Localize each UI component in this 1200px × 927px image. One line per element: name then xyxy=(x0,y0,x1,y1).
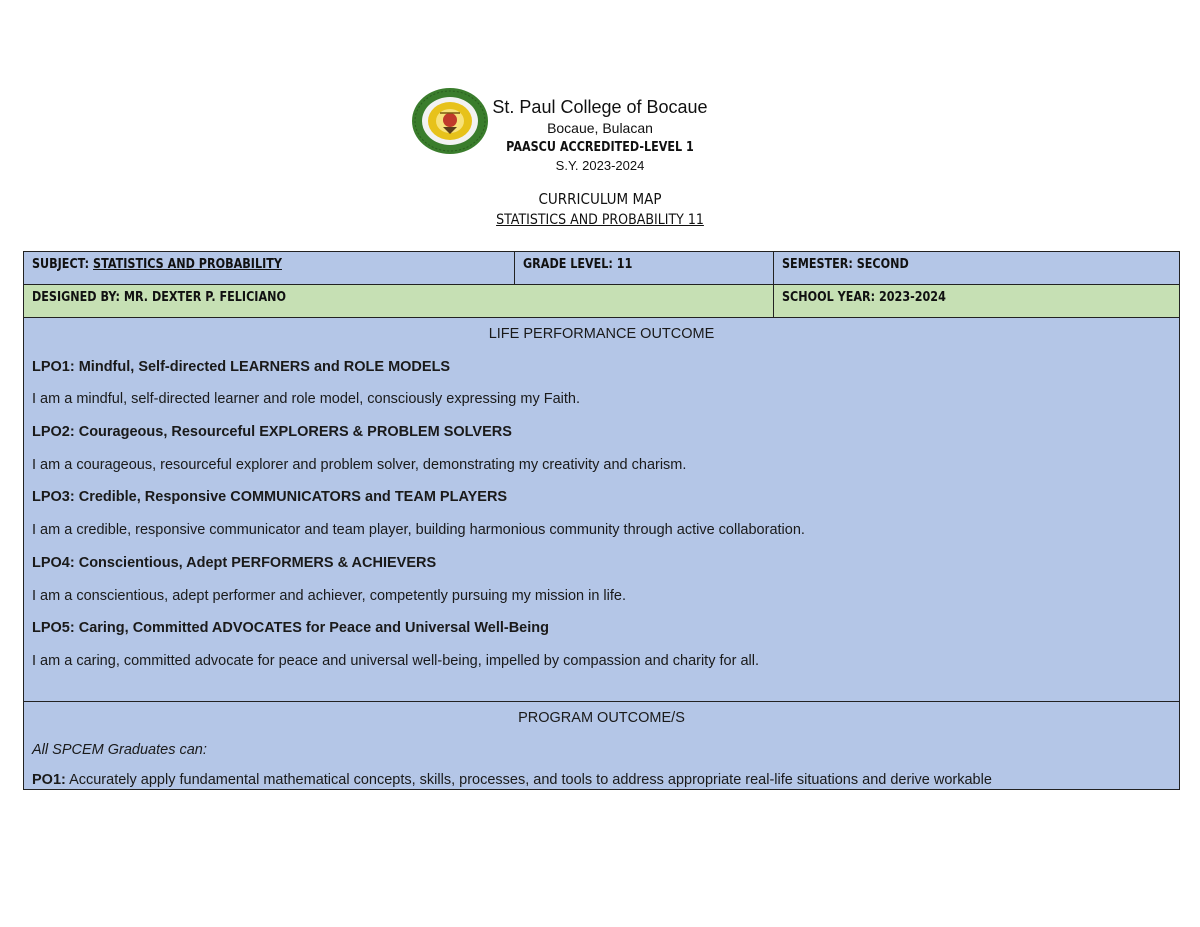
lpo5-text: I am a caring, committed advocate for peace and universal well-being, impelled by compassion and charity for all. xyxy=(32,652,759,669)
document-title: CURRICULUM MAP xyxy=(538,190,662,208)
designed-by-label: DESIGNED BY: MR. DEXTER P. FELICIANO xyxy=(32,290,286,305)
lpo2-text: I am a courageous, resourceful explorer and problem solver, demonstrating my creativity and charism. xyxy=(32,456,687,473)
lpo4-title: LPO4: Conscientious, Adept PERFORMERS & ACHIEVERS xyxy=(32,554,437,571)
grade-level-cell xyxy=(515,252,774,285)
semester-cell xyxy=(774,252,1180,285)
subject-value: STATISTICS AND PROBABILITY xyxy=(93,257,282,272)
lpo1-text: I am a mindful, self-directed learner and role model, consciously expressing my Faith. xyxy=(32,391,581,408)
subject-cell xyxy=(24,252,515,285)
po1-label: PO1: xyxy=(32,771,66,788)
lpo-spacer xyxy=(24,678,1179,701)
lpo1-title: LPO1: Mindful, Self-directed LEARNERS and ROLE MODELS xyxy=(32,358,451,375)
lpo5-title: LPO5: Caring, Committed ADVOCATES for Peace and Universal Well-Being xyxy=(32,620,549,637)
lpo-row xyxy=(24,318,1180,702)
designed-by-cell xyxy=(24,285,774,318)
grade-level-label: GRADE LEVEL: 11 xyxy=(523,257,633,272)
accreditation-line: PAASCU ACCREDITED-LEVEL 1 xyxy=(506,140,694,155)
subject-row xyxy=(24,252,1180,285)
lpo3-text: I am a credible, responsive communicator and team player, building harmonious community through active collaboration. xyxy=(32,522,805,539)
program-outcome-intro: All SPCEM Graduates can: xyxy=(32,742,207,759)
lpo4-text: I am a conscientious, adept performer and achiever, competently pursuing my mission in life. xyxy=(32,587,626,604)
college-name: St. Paul College of Bocaue xyxy=(492,97,708,117)
designer-row xyxy=(24,285,1180,318)
lpo2-title: LPO2: Courageous, Resourceful EXPLORERS & PROBLEM SOLVERS xyxy=(32,424,512,441)
subject-label: SUBJECT: xyxy=(32,257,94,272)
lpo-cell xyxy=(24,318,1180,702)
school-year-label: SCHOOL YEAR: 2023-2024 xyxy=(782,290,946,305)
lpo-heading: LIFE PERFORMANCE OUTCOME xyxy=(488,326,715,342)
curriculum-map-table xyxy=(23,251,1180,790)
school-year-line: S.Y. 2023-2024 xyxy=(555,158,645,173)
document-subtitle: STATISTICS AND PROBABILITY 11 xyxy=(496,212,704,228)
po1-line xyxy=(24,767,1179,789)
school-year-cell xyxy=(774,285,1180,318)
semester-label: SEMESTER: SECOND xyxy=(782,257,909,272)
program-outcome-row xyxy=(24,701,1180,789)
po1-text: Accurately apply fundamental mathematical concepts, skills, processes, and tools to address appropriate real-life situations and derive workable xyxy=(65,771,992,788)
lpo3-title: LPO3: Credible, Responsive COMMUNICATORS and TEAM PLAYERS xyxy=(32,489,508,506)
program-outcome-cell xyxy=(24,701,1180,789)
college-location: Bocaue, Bulacan xyxy=(547,120,653,136)
program-outcome-heading: PROGRAM OUTCOME/S xyxy=(518,709,685,726)
